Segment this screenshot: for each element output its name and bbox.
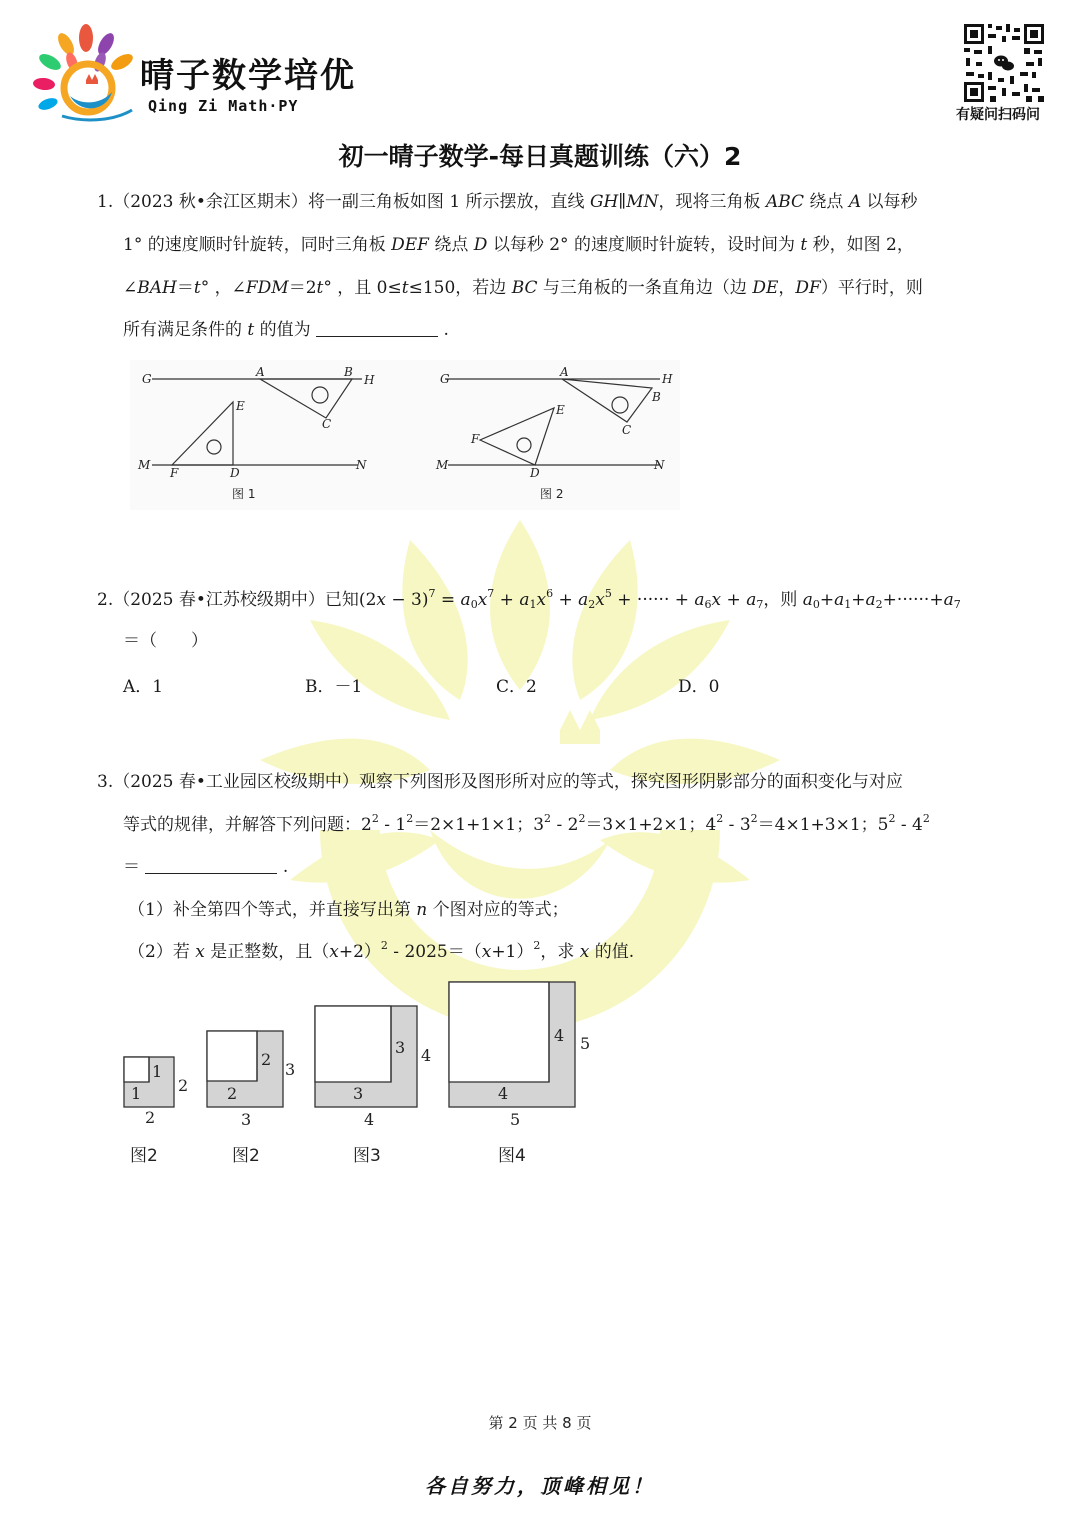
label-m: M: [436, 458, 449, 472]
label-n: N: [654, 458, 665, 472]
fig-c-caption: 图3: [353, 1146, 381, 1166]
answer-blank[interactable]: [145, 857, 277, 874]
brand-name: 晴子数学培优: [140, 56, 356, 96]
fig-b-side: 3: [285, 1060, 296, 1079]
label-b: B: [344, 365, 353, 379]
footer-motto: 各自努力，顶峰相见！: [425, 1474, 655, 1498]
fig-d-caption: 图4: [498, 1146, 526, 1166]
label-c: C: [322, 417, 332, 431]
fig-b-bottom: 3: [241, 1110, 252, 1129]
answer-blank[interactable]: [316, 320, 438, 337]
fig-c-side: 4: [421, 1046, 432, 1065]
label-e: E: [556, 403, 565, 417]
qr-code-icon[interactable]: [962, 22, 1046, 104]
label-b: B: [652, 390, 661, 404]
page-number: 第 2 页 共 8 页: [488, 1414, 592, 1432]
fig1-caption: 图 1: [232, 487, 256, 501]
label-a: A: [256, 365, 265, 379]
fig-a-right: 1: [152, 1062, 163, 1081]
fig-a-side: 2: [178, 1076, 189, 1095]
fig-b-bottom-in: 2: [227, 1084, 238, 1103]
fig-c-right: 3: [395, 1038, 406, 1057]
q3-line-1: 3.（2025 春•工业园区校级期中）观察下列图形及图形所对应的等式，探究图形阴影部分的面积变化与对应: [97, 772, 903, 792]
fig2-caption: 图 2: [540, 487, 564, 501]
q1-line-2: 1° 的速度顺时针旋转，同时三角板 DEF 绕点 D 以每秒 2° 的速度顺时针旋转，设时间为 t 秒，如图 2，: [123, 235, 914, 255]
label-f: F: [170, 466, 179, 480]
fig-d-bottom: 5: [510, 1110, 521, 1129]
q3-line-2: 等式的规律，并解答下列问题：$2^2 - 1^2=2\times 1+1\times 1$；$3^2 - 2^2=3\times 1+2\times 1$；$4^2 - 3^2=4\times 1+3\times 1$；$5^2 - 4^2$: [123, 812, 930, 835]
label-e: E: [236, 399, 245, 413]
fig-a-caption: 图2: [130, 1146, 158, 1166]
fig-a-bottom-in: 1: [131, 1084, 142, 1103]
label-h: H: [662, 372, 673, 386]
label-f: F: [471, 432, 480, 446]
q3-sub-2: （2）若 x 是正整数，且$(x+2)^2 - 2025=(x+1)^2$，求 x 的值.: [128, 939, 635, 962]
q1-line-1: 1.（2023 秋•余江区期末）将一副三角板如图 1 所示摆放，直线 GH∥MN，现将三角板 ABC 绕点 A 以每秒: [97, 192, 918, 212]
fig-b-right: 2: [261, 1050, 272, 1069]
brand-name-en: Qing Zi Math·PY: [148, 97, 299, 115]
fig-a-bottom: 2: [145, 1108, 156, 1127]
fig-c-bottom-in: 3: [353, 1084, 364, 1103]
option-b[interactable]: B．－1: [305, 677, 363, 697]
label-g: G: [142, 372, 152, 386]
label-m: M: [138, 458, 151, 472]
q1-figures: [130, 360, 680, 510]
q3-figures: [110, 975, 610, 1175]
q2-line-2: ＝（ ）: [123, 631, 208, 651]
label-d: D: [530, 466, 540, 480]
q1-line-4: 所有满足条件的 t 的值为 .: [123, 320, 449, 340]
q3-sub-1: （1）补全第四个等式，并直接写出第 n 个图对应的等式；: [128, 900, 569, 920]
label-a: A: [560, 365, 569, 379]
label-g: G: [440, 372, 450, 386]
brand-logo-icon: [32, 22, 140, 126]
label-n: N: [356, 458, 367, 472]
option-d[interactable]: D．0: [678, 677, 720, 697]
fig-d-side: 5: [580, 1034, 591, 1053]
fig-c-bottom: 4: [364, 1110, 375, 1129]
label-h: H: [364, 373, 375, 387]
label-c: C: [622, 423, 632, 437]
q1-line-3: ∠BAH＝t° ，∠FDM＝2t° ，且 0≤t≤150，若边 BC 与三角板的一条直角边（边 DE，DF）平行时，则: [123, 278, 923, 298]
q2-line-1: 2.（2025 春•江苏校级期中）已知$(2x - 3)^7 = a_0x^7 + a_1x^6 + a_2x^5$ + ······ + $a_6x + a_7$，则 $a_0+a_1+a_2+\cdot\cdot\cdot\cdot\cdot\cdot+a_7$: [97, 587, 961, 611]
q3-line-3: ＝ .: [123, 857, 289, 877]
fig-d-bottom-in: 4: [498, 1084, 509, 1103]
qr-caption: 有疑问扫码问: [956, 107, 1040, 123]
option-a[interactable]: A．1: [123, 677, 164, 697]
fig-b-caption: 图2: [232, 1146, 260, 1166]
label-d: D: [230, 466, 240, 480]
page-title: 初一晴子数学-每日真题训练（六）2: [338, 142, 742, 171]
fig-d-right: 4: [554, 1026, 565, 1045]
option-c[interactable]: C．2: [496, 677, 537, 697]
